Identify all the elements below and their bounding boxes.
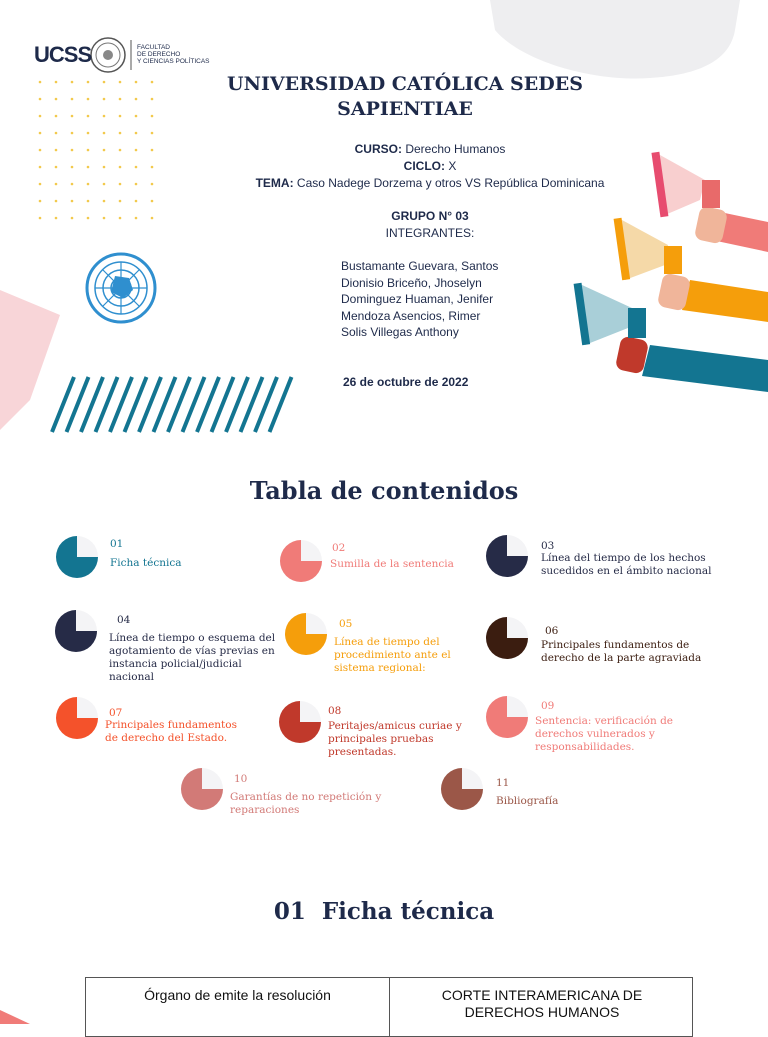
decor-dot (135, 200, 138, 203)
member-item: Dionisio Briceño, Jhoselyn (341, 275, 482, 290)
ficha-tecnica-table (85, 977, 693, 1037)
decor-dot (71, 98, 74, 101)
faculty-line-3: Y CIENCIAS POLÍTICAS (137, 58, 210, 65)
toc-item-05[interactable] (334, 618, 464, 675)
decor-dot (55, 81, 58, 84)
decor-dot (151, 200, 154, 203)
toc-pie-marker (55, 610, 97, 652)
decor-dot (87, 98, 90, 101)
toc-number: 11 (496, 777, 510, 789)
decor-dot (151, 217, 154, 220)
toc-pie-marker (486, 535, 528, 577)
decor-dot (103, 149, 106, 152)
decor-dot (87, 217, 90, 220)
decor-dot (87, 132, 90, 135)
toc-number: 09 (541, 700, 555, 712)
toc-label: Principales fundamentos de derecho del Estado. (105, 719, 237, 744)
presentation-date: 26 de octubre de 2022 (343, 375, 469, 389)
decor-dot (55, 183, 58, 186)
decor-dot (71, 183, 74, 186)
toc-number: 04 (117, 614, 131, 626)
decor-dot (119, 132, 122, 135)
decor-dot (39, 200, 42, 203)
slash-stripes (52, 377, 292, 432)
decor-dot (135, 132, 138, 135)
faculty-subtitle (137, 44, 217, 65)
decor-dot (119, 166, 122, 169)
decor-dot (135, 81, 138, 84)
ciclo-value: X (448, 159, 457, 173)
member-item: Solis Villegas Anthony (341, 325, 459, 339)
integrantes-label: INTEGRANTES: (385, 226, 475, 240)
decor-dot (55, 98, 58, 101)
toc-number: 08 (328, 705, 342, 717)
university-title: UNIVERSIDAD CATÓLICA SEDES SAPIENTIAE (227, 73, 583, 120)
decor-dot (135, 217, 138, 220)
decor-dot (119, 200, 122, 203)
toc-title: Tabla de contenidos (249, 476, 519, 505)
toc-number: 02 (332, 542, 346, 554)
grupo-label: GRUPO N° 03 (391, 209, 469, 223)
toc-label: Ficha técnica (110, 557, 182, 569)
decor-dot (71, 132, 74, 135)
table-cell-value: CORTE INTERAMERICANA DE DERECHOS HUMANOS (441, 987, 643, 1020)
decor-dot (103, 115, 106, 118)
toc-item-09[interactable] (535, 700, 685, 754)
decor-dot (55, 149, 58, 152)
toc-label: Sumilla de la sentencia (330, 558, 454, 570)
decor-dot (151, 183, 154, 186)
decor-dot (39, 217, 42, 220)
decor-dot (87, 166, 90, 169)
decor-dot (119, 98, 122, 101)
toc-pie-marker (279, 701, 321, 743)
decor-dot (87, 81, 90, 84)
member-item: Bustamante Guevara, Santos (341, 259, 499, 273)
toc-label: Peritajes/amicus curiae y principales pruebas presentadas. (328, 720, 462, 758)
decor-dot (71, 115, 74, 118)
decor-dot (151, 115, 154, 118)
tema-label: TEMA: (255, 176, 294, 190)
table-cell-label: Órgano de emite la resolución (86, 978, 390, 1036)
toc-pie-marker (56, 697, 98, 739)
toc-label: Garantías de no repetición y reparaciones (230, 791, 382, 816)
toc-pie-marker (441, 768, 483, 810)
decor-dot (119, 81, 122, 84)
decor-dot (103, 166, 106, 169)
dot-grid (39, 81, 154, 220)
pink-corner-shape (0, 1010, 30, 1024)
decor-dot (151, 98, 154, 101)
decor-dot (55, 132, 58, 135)
pink-triangle-shape (0, 290, 60, 430)
decor-dot (55, 217, 58, 220)
decor-dot (119, 149, 122, 152)
decor-dot (119, 183, 122, 186)
ucss-logo-text: UCSS (34, 42, 92, 67)
toc-label: Bibliografía (496, 795, 559, 807)
member-item: Dominguez Huaman, Jenifer (341, 292, 494, 306)
decor-dot (55, 166, 58, 169)
toc-pie-marker (56, 536, 98, 578)
toc-item-04[interactable] (109, 614, 277, 684)
decor-dot (87, 149, 90, 152)
toc-item-01[interactable] (110, 538, 260, 570)
decor-dot (55, 115, 58, 118)
decor-dot (55, 200, 58, 203)
decor-dot (39, 183, 42, 186)
decor-dot (151, 81, 154, 84)
toc-number: 05 (339, 618, 353, 630)
decor-dot (135, 98, 138, 101)
decor-dot (39, 132, 42, 135)
toc-item-02[interactable] (330, 542, 480, 571)
decor-dot (151, 166, 154, 169)
decor-dot (119, 115, 122, 118)
decor-dot (103, 132, 106, 135)
decor-dot (39, 166, 42, 169)
decor-dot (39, 115, 42, 118)
decor-dot (103, 217, 106, 220)
toc-pie-marker (181, 768, 223, 810)
toc-label: Línea del tiempo de los hechos sucedidos en el ámbito nacional (541, 552, 712, 577)
tema-line (180, 176, 680, 190)
toc-item-11[interactable] (496, 777, 558, 808)
toc-label: Línea de tiempo o esquema del agotamiento de vías previas en instancia policial/judicial nacional (109, 632, 276, 683)
decor-dot (39, 81, 42, 84)
decor-dot (71, 149, 74, 152)
grey-blob-shape (490, 0, 740, 78)
faculty-line-1: FACULTAD (137, 44, 170, 51)
un-emblem-graphic (87, 254, 155, 322)
toc-label: Principales fundamentos de derecho de la parte agraviada (541, 639, 702, 664)
decor-dot (71, 81, 74, 84)
toc-item-08[interactable] (328, 705, 473, 759)
tema-value: Caso Nadege Dorzema y otros VS República Dominicana (296, 176, 605, 190)
decor-dot (87, 183, 90, 186)
toc-pie-marker (486, 617, 528, 659)
curso-line (180, 142, 680, 156)
decor-dot (39, 98, 42, 101)
toc-item-03[interactable] (541, 540, 716, 578)
toc-number: 03 (541, 540, 555, 552)
toc-item-10[interactable] (230, 773, 390, 817)
section-title: 01 Ficha técnica (273, 898, 495, 925)
toc-label: Línea de tiempo del procedimiento ante el sistema regional: (334, 636, 451, 674)
toc-item-06[interactable] (541, 625, 711, 665)
ciclo-label: CICLO: (403, 159, 445, 173)
decor-dot (87, 115, 90, 118)
decor-dot (135, 149, 138, 152)
ciclo-line (180, 159, 680, 173)
decor-dot (135, 166, 138, 169)
toc-pie-marker (285, 613, 327, 655)
decor-dot (103, 183, 106, 186)
decor-dot (135, 115, 138, 118)
ucss-seal-graphic (91, 38, 125, 72)
decor-dot (71, 200, 74, 203)
decor-dot (103, 81, 106, 84)
decor-dot (87, 200, 90, 203)
decor-dot (103, 98, 106, 101)
toc-label: Sentencia: verificación de derechos vulnerados y responsabilidades. (535, 715, 674, 753)
decor-dot (119, 217, 122, 220)
toc-number: 06 (545, 625, 559, 637)
decor-dot (71, 166, 74, 169)
curso-label: CURSO: (354, 142, 402, 156)
member-item: Mendoza Asencios, Rimer (341, 308, 481, 323)
toc-number: 01 (110, 538, 124, 550)
decor-dot (151, 132, 154, 135)
toc-number: 07 (109, 707, 123, 719)
decor-dot (39, 149, 42, 152)
toc-pie-marker (280, 540, 322, 582)
members-list (341, 258, 498, 341)
decor-dot (103, 200, 106, 203)
decor-dot (151, 149, 154, 152)
curso-value: Derecho Humanos (405, 142, 506, 156)
toc-number: 10 (234, 773, 248, 785)
toc-item-07[interactable] (105, 707, 250, 745)
decor-dot (71, 217, 74, 220)
decor-dot (135, 183, 138, 186)
faculty-line-2: DE DERECHO (137, 51, 181, 58)
toc-pie-marker (486, 696, 528, 738)
